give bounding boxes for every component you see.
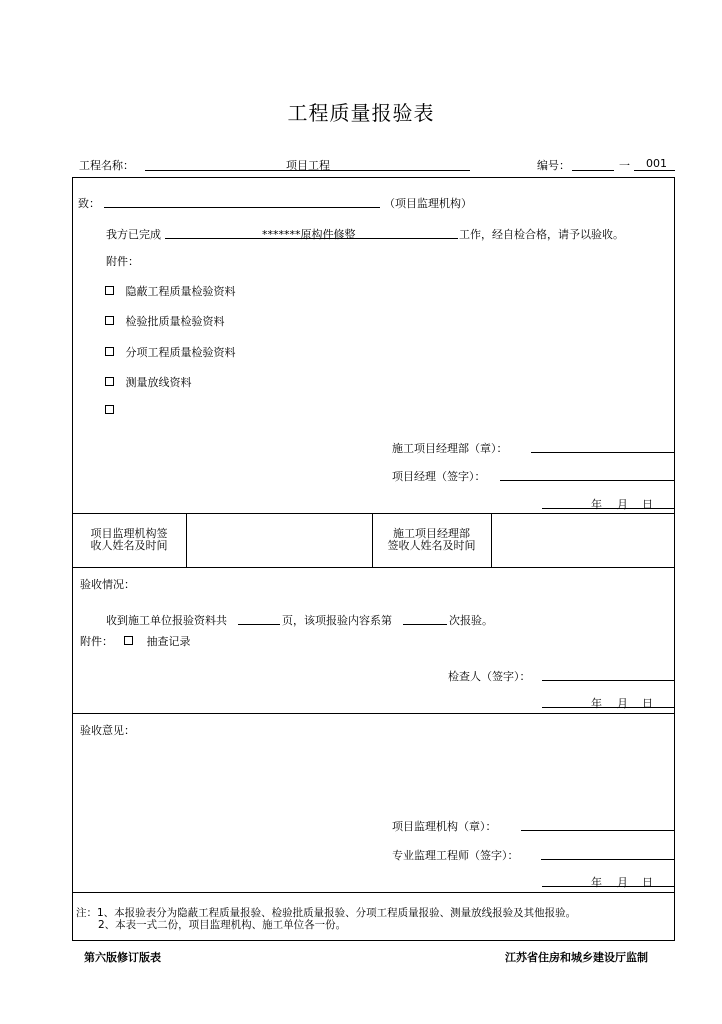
inspector-label: 检查人（签字）： — [448, 670, 531, 683]
checkbox-icon[interactable] — [105, 286, 114, 295]
supervisor-sign-label — [72, 528, 186, 552]
to-label: 致： — [78, 197, 100, 210]
date-underline-3[interactable] — [542, 886, 675, 887]
date-underline-2[interactable] — [542, 707, 675, 708]
work-value[interactable]: *******原构件修整 — [262, 228, 356, 241]
attach-label-2: 附件： — [80, 635, 113, 648]
date-day-3: 日 — [642, 876, 653, 889]
checkbox-item-survey[interactable] — [105, 374, 192, 390]
page-title: 工程质量报验表 — [287, 101, 435, 125]
note-line-2: 2、本表一式二份，项目监理机构、施工单位各一份。 — [98, 919, 347, 931]
manager-label: 项目经理（签字）： — [392, 470, 486, 483]
date-month-2: 月 — [617, 697, 628, 710]
project-name-label: 工程名称： — [79, 159, 134, 172]
acceptance-status-label: 验收情况： — [80, 578, 135, 591]
date-year-2: 年 — [591, 697, 602, 710]
complete-suffix: 工作，经自检合格，请予以验收。 — [459, 228, 624, 241]
divider-sign-v3 — [491, 513, 492, 567]
date-day-1: 日 — [642, 498, 653, 511]
contractor-sign-label-line2: 签收人姓名及时间 — [387, 539, 476, 552]
inspector-underline[interactable] — [542, 680, 675, 681]
received-prefix: 收到施工单位报验资料共 — [106, 614, 227, 627]
footer-issuer: 江苏省住房和城乡建设厅监制 — [505, 951, 648, 964]
project-name-value[interactable]: 项目工程 — [286, 159, 330, 172]
supervisor-sign-field[interactable] — [188, 515, 370, 565]
checkbox-item-sub-item[interactable] — [105, 344, 236, 360]
times-underline[interactable] — [403, 624, 447, 625]
note-line-1: 注：1、本报验表分为隐蔽工程质量报验、检验批质量报验、分项工程质量报验、测量放线报验及其他报验。 — [76, 907, 577, 919]
pages-underline[interactable] — [238, 624, 280, 625]
supervisor-sign-label-line2: 收人姓名及时间 — [90, 539, 168, 552]
number-value[interactable]: 001 — [646, 157, 667, 170]
checkbox-icon[interactable] — [105, 377, 114, 386]
engineer-label: 专业监理工程师（签字）： — [392, 849, 519, 862]
received-mid: 页，该项报验内容系第 — [282, 614, 392, 627]
supervisor-sign-label-line1: 项目监理机构签 — [90, 527, 168, 540]
org-label: 项目监理机构（章）： — [392, 820, 497, 833]
number-label: 编号： — [537, 159, 570, 172]
date-underline-1[interactable] — [542, 508, 675, 509]
checkbox-icon[interactable] — [124, 636, 133, 645]
footer-edition: 第六版修订版表 — [84, 951, 161, 964]
number-prefix-underline — [572, 170, 614, 171]
dept-label: 施工项目经理部（章）： — [392, 442, 508, 455]
attachments-label: 附件： — [106, 255, 139, 268]
received-suffix: 次报验。 — [449, 614, 493, 627]
date-month-1: 月 — [617, 498, 628, 511]
number-dash: 一 — [619, 159, 630, 172]
divider-sign-top — [72, 513, 675, 514]
checkbox-label: 检验批质量检验资料 — [125, 315, 225, 328]
to-underline[interactable] — [104, 207, 380, 208]
checkbox-item-other[interactable] — [105, 404, 122, 417]
manager-underline[interactable] — [500, 480, 675, 481]
divider-sign-v1 — [186, 513, 187, 567]
engineer-underline[interactable] — [541, 859, 675, 860]
dept-underline[interactable] — [531, 452, 675, 453]
checkbox-label: 分项工程质量检验资料 — [125, 346, 236, 359]
checkbox-label: 抽查记录 — [146, 635, 191, 648]
checkbox-item-hidden-works[interactable] — [105, 283, 236, 299]
divider-sign-bottom — [72, 567, 675, 568]
opinion-field[interactable] — [78, 740, 668, 810]
divider-section3 — [72, 713, 675, 714]
divider-notes — [72, 892, 675, 893]
number-underline — [634, 170, 675, 171]
checkbox-icon[interactable] — [105, 405, 114, 414]
checkbox-icon[interactable] — [105, 316, 114, 325]
date-year-3: 年 — [591, 876, 602, 889]
contractor-sign-label-line1: 施工项目经理部 — [393, 527, 470, 540]
checkbox-item-spot-check[interactable] — [124, 633, 191, 649]
checkbox-label: 隐蔽工程质量检验资料 — [125, 285, 236, 298]
org-underline[interactable] — [521, 830, 675, 831]
date-year-1: 年 — [591, 498, 602, 511]
date-day-2: 日 — [642, 697, 653, 710]
complete-prefix: 我方已完成 — [106, 228, 161, 241]
contractor-sign-field[interactable] — [493, 515, 673, 565]
to-suffix: （项目监理机构） — [384, 197, 472, 210]
date-month-3: 月 — [617, 876, 628, 889]
contractor-sign-label — [372, 528, 491, 552]
checkbox-label: 测量放线资料 — [125, 376, 192, 389]
checkbox-icon[interactable] — [105, 347, 114, 356]
checkbox-item-inspection-lot[interactable] — [105, 313, 225, 329]
acceptance-opinion-label: 验收意见： — [80, 724, 135, 737]
